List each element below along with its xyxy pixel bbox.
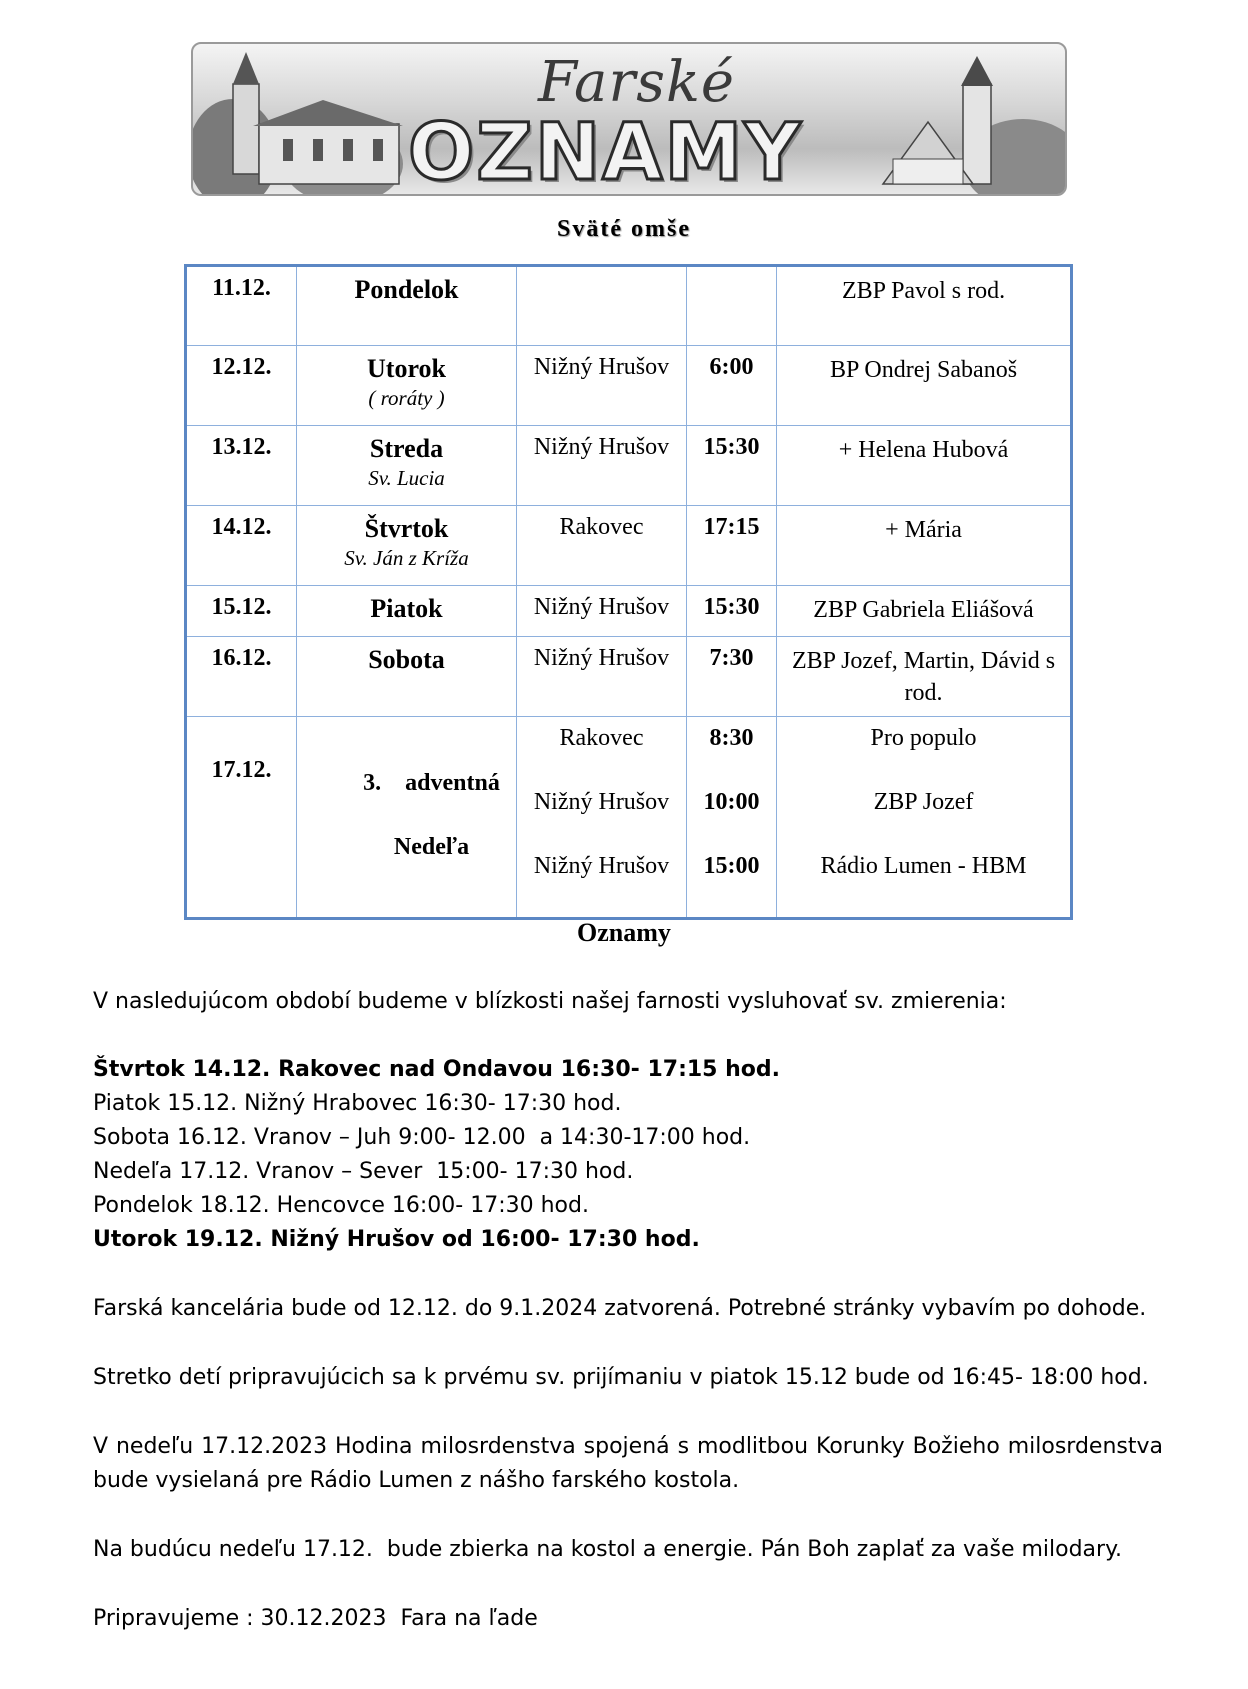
time-cell: 7:30 <box>687 637 777 717</box>
notices-title: Oznamy <box>577 918 671 947</box>
time-cell: 17:15 <box>687 506 777 586</box>
day-name: Piatok <box>370 594 443 623</box>
intention-cell: + Helena Hubová <box>777 426 1072 506</box>
date-cell: 13.12. <box>186 426 297 506</box>
day-cell <box>297 346 517 426</box>
masses-title: Sväté omše <box>557 216 691 242</box>
time-cell: 15:30 <box>687 426 777 506</box>
time-cell: 15:30 <box>687 586 777 637</box>
banner-title: OZNAMY <box>408 108 803 196</box>
table-row <box>186 637 1072 717</box>
place-cell <box>517 717 687 919</box>
place-cell: Rakovec <box>517 506 687 586</box>
day-cell <box>297 637 517 717</box>
day-name: Štvrtok <box>364 514 449 543</box>
table-row <box>186 266 1072 346</box>
table-row <box>186 506 1072 586</box>
date-cell: 15.12. <box>186 586 297 637</box>
upcoming-notice: Pripravujeme : 30.12.2023 Fara na ľade <box>93 1606 538 1631</box>
time-entry: 8:30 <box>709 725 754 751</box>
date-cell: 11.12. <box>186 266 297 346</box>
day-note: ( roráty ) <box>368 386 445 410</box>
day-name: Utorok <box>367 354 446 383</box>
confession-list <box>93 1053 1163 1257</box>
date-cell: 14.12. <box>186 506 297 586</box>
place-cell: Nižný Hrušov <box>517 637 687 717</box>
time-cell <box>687 266 777 346</box>
intention-cell: ZBP Gabriela Eliášová <box>777 586 1072 637</box>
intention-entry: Pro populo <box>870 725 977 751</box>
table-row <box>186 426 1072 506</box>
place-entry: Nižný Hrušov <box>533 853 670 879</box>
sunday-label: Nedeľa <box>393 834 470 860</box>
day-cell <box>297 506 517 586</box>
intention-cell: ZBP Jozef, Martin, Dávid s rod. <box>777 637 1072 717</box>
intention-entry: Rádio Lumen - HBM <box>820 853 1027 879</box>
header-banner <box>191 42 1067 196</box>
sunday-label: 3. adventná <box>363 770 500 796</box>
place-entry: Rakovec <box>559 725 644 751</box>
time-entry: 15:00 <box>703 853 760 879</box>
children-notice: Stretko detí pripravujúcich sa k prvému sv. prijímaniu v piatok 15.12 bude od 16:45- 18:00 hod. <box>93 1365 1149 1390</box>
intention-entry: ZBP Jozef <box>873 789 974 815</box>
sunday-label-cell <box>297 717 517 919</box>
table-row <box>186 346 1072 426</box>
banner-script-title: Farské <box>538 50 736 115</box>
intention-cell: ZBP Pavol s rod. <box>777 266 1072 346</box>
place-cell: Nižný Hrušov <box>517 426 687 506</box>
day-cell <box>297 266 517 346</box>
place-entry: Nižný Hrušov <box>533 789 670 815</box>
list-item: Piatok 15.12. Nižný Hrabovec 16:30- 17:30 hod. <box>93 1091 622 1116</box>
day-name: Sobota <box>368 645 445 674</box>
list-item: Štvrtok 14.12. Rakovec nad Ondavou 16:30- 17:15 hod. <box>93 1057 781 1082</box>
day-cell <box>297 586 517 637</box>
day-note: Sv. Lucia <box>368 466 445 490</box>
place-cell <box>517 266 687 346</box>
intention-cell <box>777 717 1072 919</box>
date-cell: 16.12. <box>186 637 297 717</box>
intention-cell: + Mária <box>777 506 1072 586</box>
day-note: Sv. Ján z Kríža <box>344 546 469 570</box>
mercy-notice: V nedeľu 17.12.2023 Hodina milosrdenstva spojená s modlitbou Korunky Božieho milosrdenstva bude vysielaná pre Rádio Lumen z nášho farského kostola. <box>93 1434 1163 1493</box>
confession-intro: V nasledujúcom období budeme v blízkosti našej farnosti vysluhovať sv. zmierenia: <box>93 989 1007 1014</box>
office-notice: Farská kancelária bude od 12.12. do 9.1.2024 zatvorená. Potrebné stránky vybavím po dohode. <box>93 1296 1147 1321</box>
day-cell <box>297 426 517 506</box>
place-cell: Nižný Hrušov <box>517 346 687 426</box>
table-row <box>186 717 1072 919</box>
list-item: Pondelok 18.12. Hencovce 16:00- 17:30 hod. <box>93 1193 589 1218</box>
time-entry: 10:00 <box>703 789 760 815</box>
list-item: Sobota 16.12. Vranov – Juh 9:00- 12.00 a 14:30-17:00 hod. <box>93 1125 751 1150</box>
list-item: Utorok 19.12. Nižný Hrušov od 16:00- 17:30 hod. <box>93 1227 700 1252</box>
collection-notice: Na budúcu nedeľu 17.12. bude zbierka na kostol a energie. Pán Boh zaplať za vaše milodary. <box>93 1537 1122 1562</box>
date-cell: 12.12. <box>186 346 297 426</box>
masses-table <box>184 264 1073 920</box>
time-cell <box>687 717 777 919</box>
date-cell: 17.12. <box>186 717 297 919</box>
day-name: Streda <box>369 434 444 463</box>
table-row <box>186 586 1072 637</box>
intention-cell: BP Ondrej Sabanoš <box>777 346 1072 426</box>
time-cell: 6:00 <box>687 346 777 426</box>
list-item: Nedeľa 17.12. Vranov – Sever 15:00- 17:30 hod. <box>93 1159 634 1184</box>
place-cell: Nižný Hrušov <box>517 586 687 637</box>
day-name: Pondelok <box>354 275 459 304</box>
